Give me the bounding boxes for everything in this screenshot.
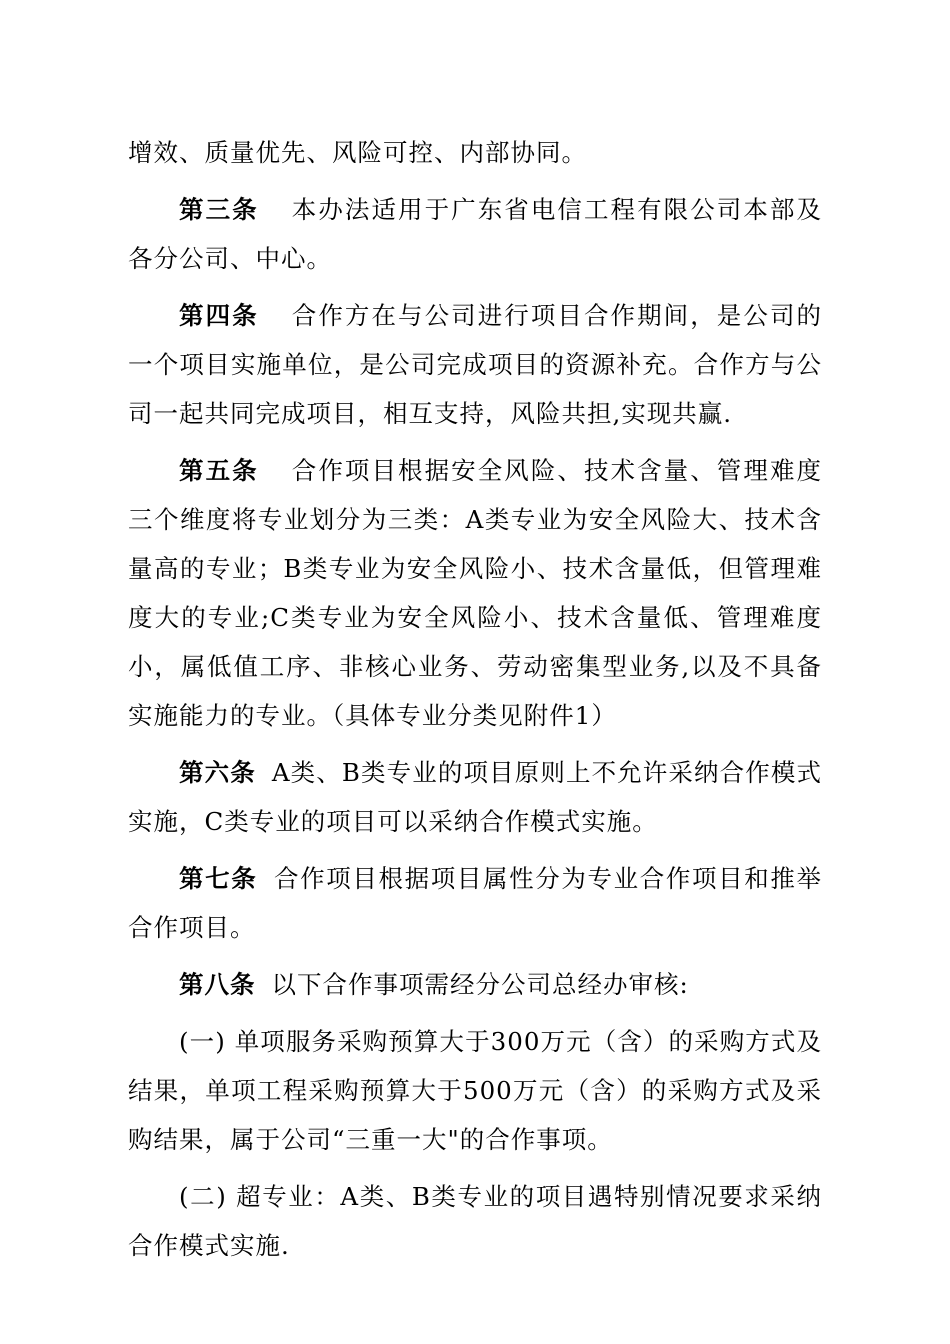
article-text: 合作项目根据安全风险、技术含量、管理难度三个维度将专业划分为三类：A类专业为安全风险大、技术含量高的专业；B类专业为安全风险小、技术含量低，但管理难度大的专业;C类专业为安全风险小、技术含量低、管理难度小，属低值工序、非核心业务、劳动密集型业务,以及不具备实施能力的专业。（具体专业分类见附件1） <box>128 456 823 730</box>
article-text: 本办法适用于广东省电信工程有限公司本部及各分公司、中心。 <box>128 195 823 273</box>
article-6 <box>128 748 822 846</box>
article-8 <box>128 960 822 1009</box>
article-label: 第四条 <box>179 301 259 330</box>
article-4 <box>128 291 822 438</box>
list-item-text: (二) 超专业：A类、B类专业的项目遇特别情况要求采纳合作模式实施. <box>128 1182 822 1260</box>
document-body <box>128 128 822 1270</box>
article-label: 第三条 <box>179 195 259 224</box>
article-label: 第五条 <box>179 456 259 485</box>
list-item-1 <box>128 1017 822 1164</box>
article-text: 合作方在与公司进行项目合作期间，是公司的一个项目实施单位，是公司完成项目的资源补充。合作方与公司一起共同完成项目，相互支持，风险共担,实现共赢. <box>128 301 823 428</box>
article-5 <box>128 446 822 740</box>
list-item-text: (一) 单项服务采购预算大于300万元（含）的采购方式及结果，单项工程采购预算大于500万元（含）的采购方式及采购结果，属于公司“三重一大"的合作事项。 <box>128 1027 822 1154</box>
paragraph-text: 增效、质量优先、风险可控、内部协同。 <box>128 138 587 167</box>
article-text: 以下合作事项需经分公司总经办审核: <box>271 970 689 999</box>
article-label: 第八条 <box>179 970 256 999</box>
article-text: 合作项目根据项目属性分为专业合作项目和推举合作项目。 <box>128 864 822 942</box>
article-3 <box>128 185 822 283</box>
article-label: 第六条 <box>179 758 256 787</box>
article-label: 第七条 <box>179 864 258 893</box>
article-7 <box>128 854 822 952</box>
article-text: A类、B类专业的项目原则上不允许采纳合作模式实施，C类专业的项目可以采纳合作模式实施。 <box>128 758 823 836</box>
paragraph-continuation <box>128 128 822 177</box>
list-item-2 <box>128 1172 822 1270</box>
